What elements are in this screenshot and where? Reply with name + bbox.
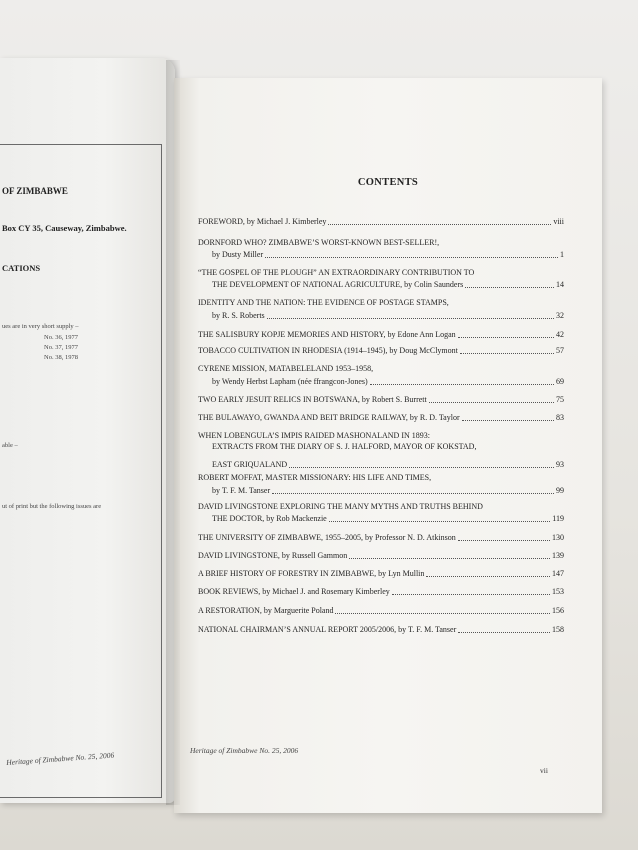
page-number: vii	[540, 766, 548, 775]
toc-entry-text: by Wendy Herbst Lapham (née ffrangcon-Jones)	[212, 377, 368, 386]
toc-entry	[198, 396, 564, 404]
toc-leader-dots	[458, 539, 550, 541]
toc-entry-text: “THE GOSPEL OF THE PLOUGH” AN EXTRAORDINARY CONTRIBUTION TO	[198, 268, 475, 277]
toc-entry	[198, 552, 564, 560]
toc-page-number: 99	[556, 486, 564, 495]
toc-leader-dots	[458, 631, 550, 633]
left-footer: Heritage of Zimbabwe No. 25, 2006	[6, 750, 115, 767]
toc-page-number: 156	[552, 606, 564, 615]
toc-entry	[198, 607, 564, 615]
toc-page-number: 130	[552, 533, 564, 542]
toc-entry-text: THE BULAWAYO, GWANDA AND BEIT BRIDGE RAILWAY, by R. D. Taylor	[198, 413, 460, 422]
toc-leader-dots	[460, 352, 554, 354]
toc-entry	[198, 626, 564, 634]
toc-leader-dots	[265, 256, 558, 258]
toc-leader-dots	[328, 223, 551, 225]
toc-entry-text: TOBACCO CULTIVATION IN RHODESIA (1914–1945), by Doug McClymont	[198, 346, 458, 355]
toc-entry-text: BOOK REVIEWS, by Michael J. and Rosemary Kimberley	[198, 587, 390, 596]
toc-page-number: 32	[556, 311, 564, 320]
toc-entry-text: A RESTORATION, by Marguerite Poland	[198, 606, 334, 615]
toc-leader-dots	[465, 286, 554, 288]
toc-leader-dots	[267, 317, 554, 319]
left-supply-note: ues are in very short supply –	[2, 323, 79, 330]
toc-page-number: 1	[560, 250, 564, 259]
toc-entry-text: by Dusty Miller	[212, 250, 264, 259]
toc-entry-text: THE DOCTOR, by Rob Mackenzie	[212, 514, 327, 523]
toc-entry	[212, 515, 564, 523]
left-available-note: able –	[2, 442, 18, 449]
toc-entry-text: THE UNIVERSITY OF ZIMBABWE, 1955–2005, by Professor N. D. Atkinson	[198, 533, 456, 542]
toc-page-number: 147	[552, 569, 564, 578]
toc-page-number: 139	[552, 551, 564, 560]
toc-leader-dots	[429, 401, 554, 403]
toc-leader-dots	[462, 419, 554, 421]
toc-entry	[212, 251, 564, 259]
toc-entry	[198, 331, 564, 339]
toc-entry	[198, 414, 564, 422]
toc-entry-text: THE DEVELOPMENT OF NATIONAL AGRICULTURE, by Colin Saunders	[212, 280, 464, 289]
toc-leader-dots	[289, 466, 554, 468]
left-address: Box CY 35, Causeway, Zimbabwe.	[2, 223, 127, 233]
toc-entry-text: DORNFORD WHO? ZIMBABWE’S WORST-KNOWN BEST-SELLER!,	[198, 238, 440, 247]
contents-title: CONTENTS	[357, 177, 419, 188]
toc-entry-text: EAST GRIQUALAND	[212, 460, 288, 469]
toc-entry-text: CYRENE MISSION, MATABELELAND 1953–1958,	[198, 364, 374, 373]
toc-entry-text: DAVID LIVINGSTONE EXPLORING THE MANY MYTHS AND TRUTHS BEHIND	[198, 502, 483, 511]
toc-entry-text: TWO EARLY JESUIT RELICS IN BOTSWANA, by Robert S. Burrett	[198, 395, 427, 404]
toc-entry	[198, 218, 564, 226]
toc-leader-dots	[335, 612, 550, 614]
toc-leader-dots	[458, 336, 554, 338]
toc-leader-dots	[329, 520, 551, 522]
toc-leader-dots	[392, 593, 550, 595]
toc-page-number: 119	[552, 514, 564, 523]
toc-leader-dots	[272, 492, 554, 494]
left-section: CATIONS	[2, 263, 41, 273]
toc-entry-text: A BRIEF HISTORY OF FORESTRY IN ZIMBABWE, by Lyn Mullin	[198, 569, 425, 578]
right-footer: Heritage of Zimbabwe No. 25, 2006	[190, 746, 299, 755]
toc-page-number: 69	[556, 377, 564, 386]
left-print-note: ut of print but the following issues are	[2, 503, 102, 510]
toc-entry-text: NATIONAL CHAIRMAN’S ANNUAL REPORT 2005/2006, by T. F. M. Tanser	[198, 625, 457, 634]
toc-entry	[212, 461, 564, 469]
toc-entry-text: FOREWORD, by Michael J. Kimberley	[198, 217, 327, 226]
toc-page-number: 93	[556, 460, 564, 469]
toc-leader-dots	[370, 383, 554, 385]
toc-entry-text: ROBERT MOFFAT, MASTER MISSIONARY: HIS LIFE AND TIMES,	[198, 473, 432, 482]
toc-entry	[212, 281, 564, 289]
toc-page-number: 42	[556, 330, 564, 339]
toc-entry	[198, 534, 564, 542]
toc-entry-text: WHEN LOBENGULA’S IMPIS RAIDED MASHONALAND IN 1893:	[198, 431, 430, 440]
toc-entry	[198, 570, 564, 578]
toc-entry	[212, 378, 564, 386]
toc-entry-text: IDENTITY AND THE NATION: THE EVIDENCE OF POSTAGE STAMPS,	[198, 298, 449, 307]
toc-entry	[212, 487, 564, 495]
left-issue: No. 36, 1977	[44, 334, 78, 341]
toc-entry	[198, 588, 564, 596]
toc-page-number: 14	[556, 280, 564, 289]
toc-page-number: 57	[556, 346, 564, 355]
toc-entry-text: by T. F. M. Tanser	[212, 486, 271, 495]
toc-leader-dots	[426, 575, 550, 577]
toc-entry-text: DAVID LIVINGSTONE, by Russell Gammon	[198, 551, 348, 560]
left-heading: OF ZIMBABWE	[2, 186, 68, 196]
toc-page-number: 153	[552, 587, 564, 596]
toc-page-number: 83	[556, 413, 564, 422]
toc-page-number: 158	[552, 625, 564, 634]
toc-page-number: 75	[556, 395, 564, 404]
toc-leader-dots	[349, 557, 550, 559]
left-issue: No. 37, 1977	[44, 344, 78, 351]
toc-entry-text: THE SALISBURY KOPJE MEMORIES AND HISTORY, by Edone Ann Logan	[198, 330, 456, 339]
toc-entry-text: by R. S. Roberts	[212, 311, 265, 320]
toc-page-number: viii	[553, 217, 564, 226]
toc-entry-text: EXTRACTS FROM THE DIARY OF S. J. HALFORD, MAYOR OF KOKSTAD,	[212, 442, 477, 451]
toc-entry	[198, 347, 564, 355]
left-issue: No. 38, 1978	[44, 354, 78, 361]
toc-entry	[212, 312, 564, 320]
